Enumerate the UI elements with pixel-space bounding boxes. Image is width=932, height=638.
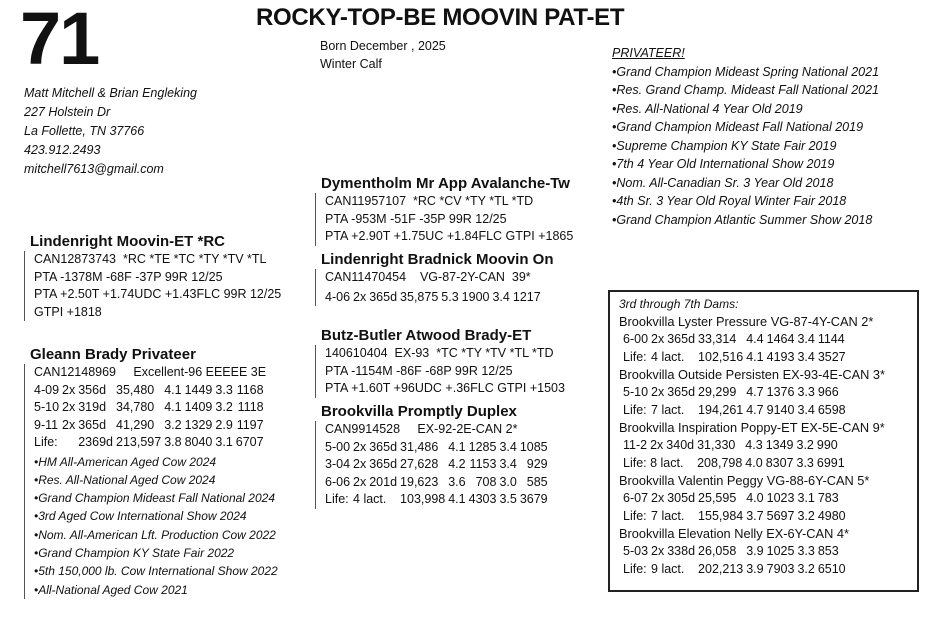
privateer-award: •Supreme Champion KY State Fair 2019	[612, 138, 837, 153]
privateer-award: •7th 4 Year Old International Show 2019	[612, 157, 835, 171]
ancestral-dam	[619, 366, 917, 419]
calf-class: Winter Calf	[320, 56, 382, 71]
record-row: 5-10 2x 319d 34,780 4.1 1409 3.2 1118	[34, 400, 264, 414]
privateer-block	[612, 44, 879, 229]
ancestral-dam	[619, 525, 917, 578]
lot-number: 71	[20, 0, 99, 80]
birth-info	[320, 38, 446, 73]
dam-dam-records	[325, 439, 551, 509]
record-row: 6-07 2x 305d 25,595 4.0 1023 3.1 783	[623, 491, 839, 505]
birth-date: Born December , 2025	[320, 39, 446, 53]
lifetime-row: Life: 9 lact. 202,213 3.9 7903 3.2 6510	[623, 561, 846, 576]
ancestral-dam-records	[623, 543, 849, 578]
dam-award: •Res. All-National Aged Cow 2024	[34, 472, 216, 487]
lifetime-row: Life: 8 lact. 208,798 4.0 8307 3.3 6991	[623, 455, 845, 470]
sire-pta: PTA -1378M -68F -37P 99R 12/25	[34, 269, 223, 284]
ancestral-dam-name: Brookvilla Lyster Pressure VG-87-4Y-CAN 2*	[619, 314, 874, 329]
ancestral-dam-records	[623, 437, 848, 472]
ancestral-dams-heading: 3rd through 7th Dams:	[619, 297, 739, 311]
lifetime-row: Life: 7 lact. 155,984 3.7 5697 3.2 4980	[623, 508, 846, 523]
ancestral-dam	[619, 313, 917, 366]
ancestral-dam	[619, 472, 917, 525]
animal-name: ROCKY-TOP-BE MOOVIN PAT-ET	[256, 4, 625, 31]
dam-registration: CAN12148969 Excellent-96 EEEEE 3E	[34, 365, 267, 379]
sire-registration: CAN12873743 *RC *TE *TC *TY *TV *TL	[34, 252, 267, 266]
record-row: 5-10 2x 365d 29,299 4.7 1376 3.3 966	[623, 385, 839, 399]
dam-sire-pta-type: PTA +1.60T +96UDC +.36FLC GTPI +1503	[325, 381, 565, 395]
privateer-award: •Grand Champion Mideast Spring National 2021	[612, 64, 880, 79]
privateer-award: •Grand Champion Mideast Fall National 2019	[612, 120, 864, 134]
dam-block	[24, 345, 278, 599]
dam-records	[34, 382, 267, 452]
dam-award: •HM All-American Aged Cow 2024	[34, 454, 217, 469]
sire-sire-name: Dymentholm Mr App Avalanche-Tw	[321, 175, 570, 192]
ancestral-dam-name: Brookvilla Outside Persisten EX-93-4E-CAN 3*	[619, 367, 885, 382]
sire-gtpi: GTPI +1818	[34, 304, 102, 319]
dam-award: •5th 150,000 lb. Cow International Show 2022	[34, 564, 278, 579]
dam-sire-registration: 140610404 EX-93 *TC *TY *TV *TL *TD	[325, 346, 554, 360]
privateer-award: •Res. All-National 4 Year Old 2019	[612, 101, 803, 116]
record-row: 3-04 2x 365d 27,628 4.2 1153 3.4 929	[325, 457, 548, 471]
dam-sire-block	[315, 326, 565, 398]
lifetime-row: Life: 2369d 213,597 3.8 8040 3.1 6707	[34, 435, 264, 449]
ancestral-dam-records	[623, 384, 849, 419]
consignor-email[interactable]: mitchell7613@gmail.com	[24, 162, 164, 176]
record-row: 6-00 2x 365d 33,314 4.4 1464 3.4 1144	[623, 332, 845, 346]
dam-dam-block	[315, 402, 551, 509]
ancestral-dam-records	[623, 490, 849, 525]
dam-award: •All-National Aged Cow 2021	[34, 582, 188, 597]
lifetime-row: Life: 4 lact. 103,998 4.1 4303 3.5 3679	[325, 492, 548, 506]
lifetime-row: Life: 4 lact. 102,516 4.1 4193 3.4 3527	[623, 349, 846, 364]
ancestral-dams-box	[608, 290, 919, 592]
record-row: 5-03 2x 338d 26,058 3.9 1025 3.3 853	[623, 544, 839, 558]
sire-pta-type: PTA +2.50T +1.74UDC +1.43FLC 99R 12/25	[34, 287, 282, 301]
privateer-award: •Nom. All-Canadian Sr. 3 Year Old 2018	[612, 175, 834, 190]
ancestral-dam	[619, 419, 917, 472]
sire-dam-records	[325, 289, 544, 307]
dam-award: •Grand Champion Mideast Fall National 2024	[34, 491, 275, 506]
consignor-block	[24, 84, 197, 179]
sire-dam-name: Lindenright Bradnick Moovin On	[321, 251, 554, 268]
dam-sire-pta: PTA -1154M -86F -68P 99R 12/25	[325, 363, 513, 378]
dam-awards	[34, 453, 278, 599]
sire-sire-pta: PTA -953M -51F -35P 99R 12/25	[325, 211, 507, 226]
ancestral-dam-name: Brookvilla Elevation Nelly EX-6Y-CAN 4*	[619, 526, 849, 541]
consignor-phone: 423.912.2493	[24, 143, 101, 157]
privateer-heading: PRIVATEER!	[612, 46, 685, 60]
record-row: 4-06 2x 365d 35,875 5.3 1900 3.4 1217	[325, 289, 541, 304]
dam-award: •Grand Champion KY State Fair 2022	[34, 545, 235, 560]
ancestral-dam-records	[623, 331, 849, 366]
lifetime-row: Life: 7 lact. 194,261 4.7 9140 3.4 6598	[623, 402, 846, 417]
privateer-award: •4th Sr. 3 Year Old Royal Winter Fair 2018	[612, 194, 847, 208]
consignor-street: 227 Holstein Dr	[24, 105, 111, 119]
record-row: 11-2 2x 340d 31,330 4.3 1349 3.2 990	[623, 438, 838, 452]
dam-award: •Nom. All-American Lft. Production Cow 2022	[34, 527, 276, 542]
ancestral-dam-name: Brookvilla Valentin Peggy VG-88-6Y-CAN 5*	[619, 473, 870, 488]
dam-award: •3rd Aged Cow International Show 2024	[34, 509, 247, 524]
privateer-award: •Res. Grand Champ. Mideast Fall National 2021	[612, 83, 880, 97]
ancestral-dam-name: Brookvilla Inspiration Poppy-ET EX-5E-CAN 9*	[619, 420, 885, 435]
sire-dam-registration: CAN11470454 VG-87-2Y-CAN 39*	[325, 270, 531, 284]
sire-block	[24, 232, 281, 321]
dam-dam-name: Brookvilla Promptly Duplex	[321, 403, 517, 420]
dam-sire-name: Butz-Butler Atwood Brady-ET	[321, 327, 532, 344]
record-row: 4-09 2x 356d 35,480 4.1 1449 3.3 1168	[34, 382, 264, 397]
dam-dam-registration: CAN9914528 EX-92-2E-CAN 2*	[325, 422, 518, 436]
sire-sire-block	[315, 174, 573, 246]
sire-sire-pta-type: PTA +2.90T +1.75UC +1.84FLC GTPI +1865	[325, 229, 574, 243]
record-row: 5-00 2x 365d 31,486 4.1 1285 3.4 1085	[325, 439, 548, 454]
record-row: 6-06 2x 201d 19,623 3.6 708 3.0 585	[325, 474, 548, 489]
record-row: 9-11 2x 365d 41,290 3.2 1329 2.9 1197	[34, 417, 264, 432]
privateer-award: •Grand Champion Atlantic Summer Show 2018	[612, 212, 873, 227]
dam-name: Gleann Brady Privateer	[30, 346, 196, 363]
sire-name: Lindenright Moovin-ET *RC	[30, 233, 225, 250]
sire-dam-block	[315, 250, 554, 306]
sire-sire-registration: CAN11957107 *RC *CV *TY *TL *TD	[325, 194, 534, 208]
consignor-names: Matt Mitchell & Brian Engleking	[24, 86, 197, 100]
consignor-city: La Follette, TN 37766	[24, 124, 145, 138]
